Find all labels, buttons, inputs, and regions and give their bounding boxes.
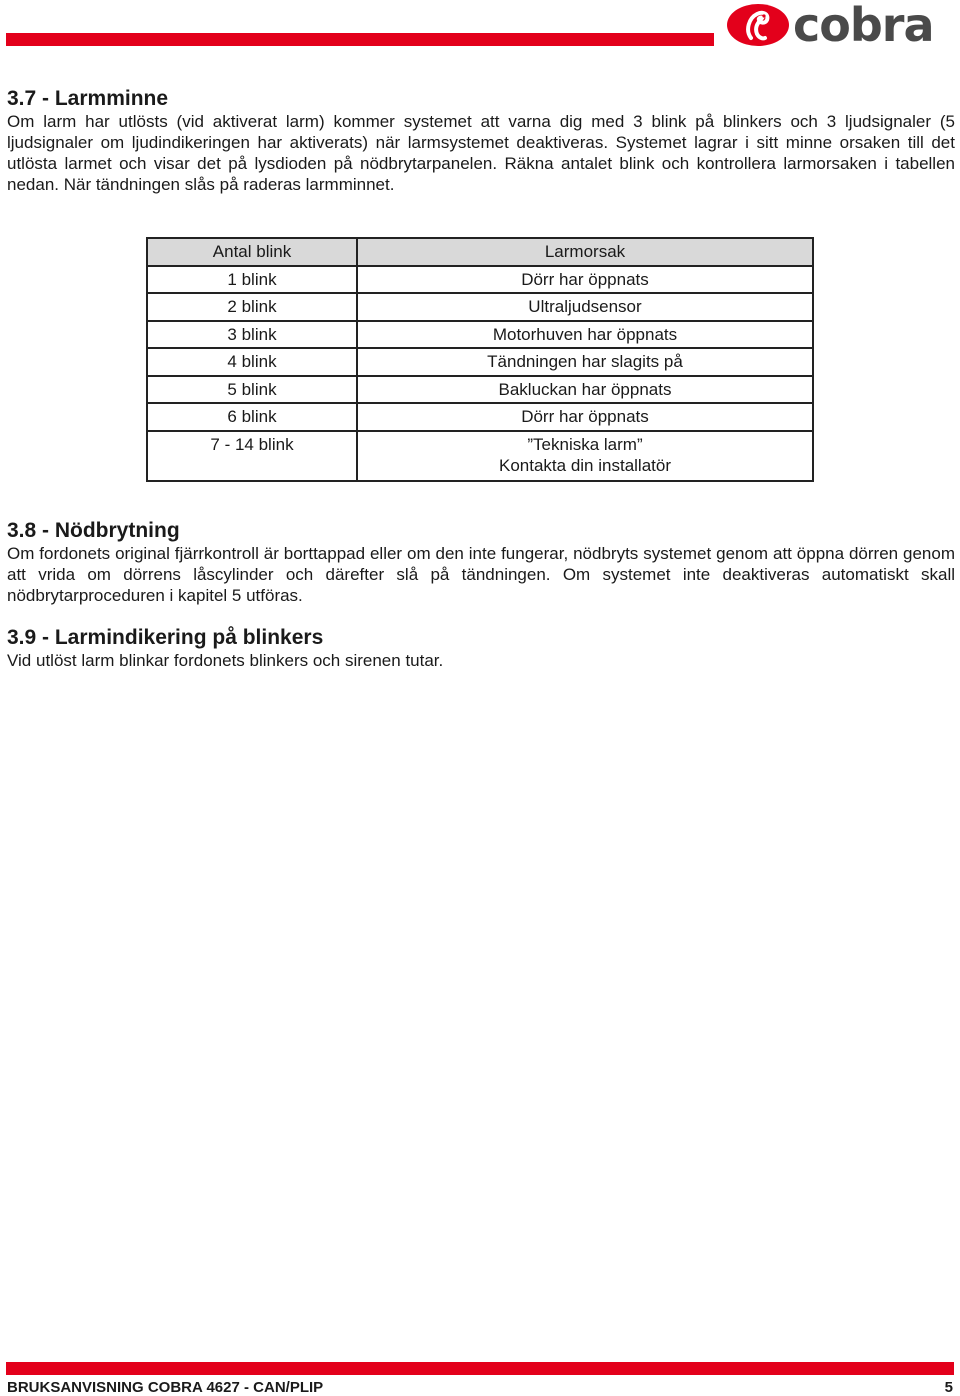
table-row: [147, 321, 813, 349]
footer-red-bar: [6, 1362, 954, 1375]
blink-count-cell: 6 blink: [147, 403, 357, 431]
blink-count-cell: 1 blink: [147, 266, 357, 294]
blink-count-cell: 4 blink: [147, 348, 357, 376]
table-header-row: [147, 238, 813, 266]
section-body: Om fordonets original fjärrkontroll är borttappad eller om den inte fungerar, nödbryts systemet genom att öppna dörren genom att vrida om dörrens låscylinder och därefter slå på tändningen. Om systemet inte deaktiveras automatiskt skall nödbrytarproceduren i kapitel 5 utföras.: [7, 544, 955, 605]
alarm-cause-cell: Dörr har öppnats: [357, 403, 813, 431]
blink-count-cell: 7 - 14 blink: [147, 431, 357, 481]
alarm-cause-cell: Tändningen har slagits på: [357, 348, 813, 376]
footer-manual-title: BRUKSANVISNING COBRA 4627 - CAN/PLIP: [7, 1379, 324, 1396]
alarm-cause-cell: Ultraljudsensor: [357, 293, 813, 321]
table-row: [147, 403, 813, 431]
alarm-memory-table: [146, 237, 814, 482]
table-row: [147, 266, 813, 294]
section-title: 3.8 - Nödbrytning: [7, 519, 180, 542]
page-number: 5: [944, 1379, 953, 1396]
section-title: 3.9 - Larmindikering på blinkers: [7, 626, 324, 649]
section-larmminne: [7, 87, 955, 195]
cobra-snake-icon: [727, 4, 789, 46]
alarm-cause-cell: Bakluckan har öppnats: [357, 376, 813, 404]
blink-count-cell: 2 blink: [147, 293, 357, 321]
section-nodbrytning: [7, 519, 955, 606]
header-cell-cause: Larmorsak: [357, 238, 813, 266]
alarm-cause-cell: Dörr har öppnats: [357, 266, 813, 294]
blink-count-cell: 5 blink: [147, 376, 357, 404]
technical-alarm-label: ”Tekniska larm”: [527, 434, 643, 454]
cobra-logo: [727, 0, 955, 52]
section-body: Vid utlöst larm blinkar fordonets blinkers och sirenen tutar.: [7, 651, 444, 670]
alarm-cause-cell: Motorhuven har öppnats: [357, 321, 813, 349]
table-row: [147, 376, 813, 404]
section-larmindikering: [7, 626, 955, 671]
section-body: Om larm har utlösts (vid aktiverat larm) kommer systemet att varna dig med 3 blink på blinkers och 3 ljudsignaler (5 ljudsignaler om ljudindikeringen har aktiverats) när larmsystemet deaktiveras. Systemet lagrar i sitt minne orsaken till det utlösta larmet och visar det på lysdioden på nödbrytarpanelen. Räkna antalet blink och kontrollera larmorsaken i tabellen nedan. När tändningen slås på raderas larmminnet.: [7, 112, 955, 194]
header-red-bar: [6, 33, 714, 46]
section-title: 3.7 - Larmminne: [7, 87, 169, 110]
contact-installer-label: Kontakta din installatör: [499, 455, 671, 475]
table-row: [147, 431, 813, 481]
table-row: [147, 348, 813, 376]
brand-wordmark: cobra: [793, 0, 934, 52]
blink-count-cell: 3 blink: [147, 321, 357, 349]
header-cell-count: Antal blink: [147, 238, 357, 266]
alarm-cause-cell: [357, 431, 813, 481]
table-row: [147, 293, 813, 321]
